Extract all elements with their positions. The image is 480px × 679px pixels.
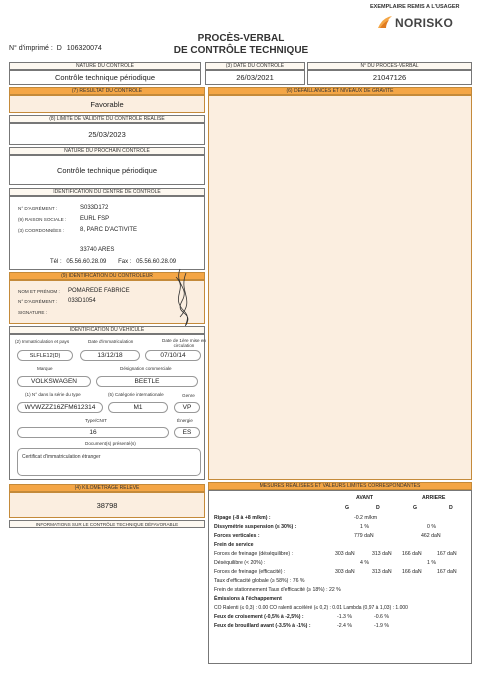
centre-header: IDENTIFICATION DU CENTRE DE CONTRÔLE: [9, 188, 205, 196]
marque-label: Marque: [37, 366, 53, 371]
centre-tel-label: Tél :: [50, 259, 62, 265]
desequilibre-avant: 4 %: [360, 560, 369, 566]
immat-value: SLFLE12(D): [17, 350, 73, 361]
dissymetrie-label: Dissymétrie suspension (≤ 30%) :: [214, 524, 297, 530]
genre-value: VP: [174, 402, 200, 413]
emissions-label: Émissions à l'échappement: [214, 596, 282, 602]
vehicule-header: IDENTIFICATION DU VÉHICULE: [9, 326, 205, 334]
mesures-header: MESURES RÉALISÉES ET VALEURS LIMITES CORRESPONDANTES: [208, 482, 472, 490]
documents-value: Certificat d'immatriculation étranger: [22, 454, 101, 460]
fe-ar-d: 167 daN: [437, 569, 457, 575]
title-line1: PROCÈS-VERBAL: [197, 33, 285, 44]
km-header: (4) KILOMÉTRAGE RELEVÉ: [9, 484, 205, 492]
resultat-header: (7) RÉSULTAT DU CONTRÔLE: [9, 87, 205, 95]
mesures-arriere-d: D: [449, 505, 453, 511]
vehicule-box: [9, 334, 205, 480]
centre-raison-label: (9) RAISON SOCIALE :: [18, 217, 67, 222]
co-line: CO Ralenti (≤ 0,3) : 0.00 CO ralenti accéléré (≤ 0,2) : 0.01 Lambda (0,97 à 1,03) : 1.000: [214, 605, 408, 611]
fd-ar-g: 166 daN: [402, 551, 422, 557]
mesures-arriere: ARRIERE: [422, 495, 446, 501]
centre-coord-line2: 33740 ARES: [80, 247, 115, 253]
controleur-nom-label: NOM ET PRÉNOM :: [18, 289, 60, 294]
pv-value: 21047126: [307, 70, 472, 85]
taux-global: Taux d'efficacité globale (≥ 58%) : 76 %: [214, 578, 305, 584]
documents-box: [17, 448, 201, 476]
serie-label: (1) N° dans la série du type: [25, 392, 81, 397]
centre-agrement-label: N° D'AGRÉMENT :: [18, 206, 58, 211]
date-immat-label: Date d'immatriculation: [88, 339, 134, 344]
feux-brouillard-label: Feux de brouillard avant (-3.5% à -1%) :: [214, 623, 311, 629]
fd-ar-d: 167 daN: [437, 551, 457, 557]
controleur-agrement-label: N° D'AGRÉMENT :: [18, 299, 58, 304]
defaillances-panel: [208, 95, 472, 480]
resultat-value: Favorable: [9, 95, 205, 113]
nature-header: NATURE DU CONTRÔLE: [9, 62, 201, 70]
desequilibre-label: Déséquilibre (< 20%) :: [214, 560, 266, 566]
imprime-letter: D: [56, 45, 62, 52]
centre-coord-label: (3) COORDONNÉES :: [18, 228, 64, 233]
date-1ere-label: Date de 1ère mise en circulation: [162, 338, 206, 348]
marque-value: VOLKSWAGEN: [17, 376, 91, 387]
designation-label: Désignation commerciale: [120, 366, 172, 371]
date-header: (3) DATE DU CONTRÔLE: [205, 62, 305, 70]
energie-value: ES: [174, 427, 200, 438]
prochain-header: NATURE DU PROCHAIN CONTRÔLE: [9, 147, 205, 155]
nature-value: Contrôle technique périodique: [9, 70, 201, 85]
forces-verticales-avant: 779 daN: [354, 533, 374, 539]
frein-stationnement: Frein de stationnement Taux d'efficacité (≥ 18%) : 22 %: [214, 587, 341, 593]
forces-verticales-arriere: 462 daN: [421, 533, 441, 539]
centre-box: [9, 196, 205, 270]
informations-header: INFORMATIONS SUR LE CONTRÔLE TECHNIQUE DÉFAVORABLE: [9, 520, 205, 528]
centre-agrement-value: S033D172: [80, 205, 109, 211]
brand-name: NORISKO: [395, 16, 454, 30]
controleur-agrement-value: 033D1054: [68, 298, 96, 304]
fe-ar-g: 166 daN: [402, 569, 422, 575]
ripage-label: Ripage (-8 à +8 m/km) :: [214, 515, 271, 521]
limite-value: 25/03/2023: [9, 123, 205, 145]
date-1ere-value: 07/10/14: [145, 350, 201, 361]
frein-service-label: Frein de service: [214, 542, 254, 548]
mesures-avant: AVANT: [356, 495, 374, 501]
feux-croisement-arriere: -0.6 %: [374, 614, 389, 620]
centre-fax-label: Fax :: [118, 259, 132, 265]
date-value: 26/03/2021: [205, 70, 305, 85]
mesures-arriere-g: G: [413, 505, 418, 511]
controleur-box: [9, 280, 205, 324]
mesures-avant-d: D: [376, 505, 380, 511]
imprime-number: 106320074: [66, 45, 102, 52]
defaillances-header: (6) DÉFAILLANCES ET NIVEAUX DE GRAVITÉ: [208, 87, 472, 95]
title-line2: DE CONTRÔLE TECHNIQUE: [173, 45, 309, 56]
limite-header: (8) LIMITE DE VALIDITÉ DU CONTRÔLE RÉALISÉ: [9, 115, 205, 123]
centre-raison-value: EURL FSP: [80, 216, 110, 222]
centre-coord-line1: 8, PARC D'ACTIVITE: [80, 227, 138, 233]
controleur-nom-value: POMAREDE FABRICE: [68, 288, 130, 294]
km-value: 38798: [9, 492, 205, 518]
dissymetrie-avant: 1 %: [360, 524, 369, 530]
fe-av-g: 303 daN: [335, 569, 355, 575]
feux-croisement-label: Feux de croisement (-0,5% à -2,5%) :: [214, 614, 304, 620]
dissymetrie-arriere: 0 %: [427, 524, 436, 530]
freinage-desequilibre-label: Forces de freinage (déséquilibre) :: [214, 551, 294, 557]
ripage-value: -0.2 m/km: [354, 515, 378, 521]
energie-label: Énergie: [177, 418, 193, 423]
centre-fax-value: 05.56.60.28.09: [136, 259, 177, 265]
exemplaire-label: EXEMPLAIRE REMIS A L'USAGER: [370, 4, 460, 10]
centre-tel-value: 05.56.60.28.09: [66, 259, 107, 265]
immat-label: (2) Immatriculation et pays: [15, 339, 70, 344]
date-immat-value: 13/12/18: [80, 350, 140, 361]
freinage-efficacite-label: Forces de freinage (efficacité) :: [214, 569, 286, 575]
desequilibre-arriere: 1 %: [427, 560, 436, 566]
fe-av-d: 313 daN: [372, 569, 392, 575]
forces-verticales-label: Forces verticales :: [214, 533, 260, 539]
feux-croisement-avant: -1.3 %: [337, 614, 352, 620]
serie-value: WVWZZZ16ZFM612314: [17, 402, 103, 413]
prochain-value: Contrôle technique périodique: [9, 155, 205, 185]
pv-header: N° DU PROCÈS-VERBAL: [307, 62, 472, 70]
categorie-label: (5) Catégorie internationale: [108, 392, 164, 397]
controleur-header: (9) IDENTIFICATION DU CONTRÔLEUR: [9, 272, 205, 280]
controleur-signature-label: SIGNATURE :: [18, 310, 48, 315]
type-value: 16: [17, 427, 169, 438]
imprime-row: [9, 45, 102, 52]
feux-brouillard-arriere: -1.9 %: [374, 623, 389, 629]
imprime-label: N° d'imprimé :: [9, 45, 53, 52]
categorie-value: M1: [108, 402, 168, 413]
documents-label: Document(s) présenté(s): [85, 441, 136, 446]
norisko-logo-icon: [377, 14, 393, 30]
fd-av-d: 313 daN: [372, 551, 392, 557]
mesures-box: [208, 490, 472, 664]
genre-label: Genre: [182, 393, 195, 398]
feux-brouillard-avant: -2.4 %: [337, 623, 352, 629]
centre-tel-row: [50, 259, 176, 265]
type-label: Type/CNIT: [85, 418, 107, 423]
designation-value: BEETLE: [96, 376, 198, 387]
mesures-avant-g: G: [345, 505, 350, 511]
fd-av-g: 303 daN: [335, 551, 355, 557]
